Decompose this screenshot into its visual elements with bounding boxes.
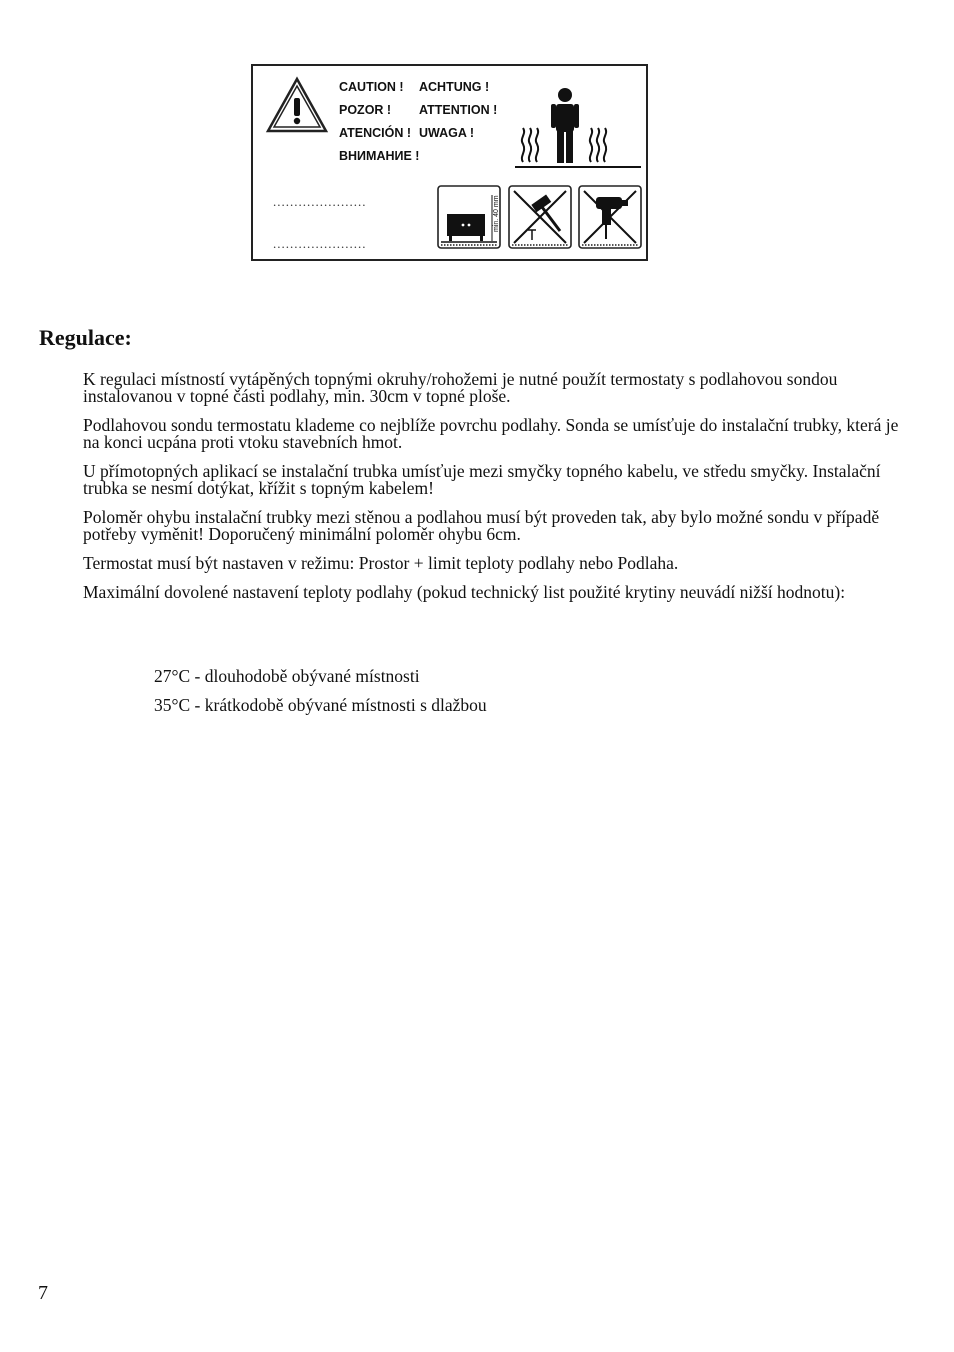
warn-attention: ATTENTION ! [419,103,498,117]
temperature-item: 27°C - dlouhodobě obývané místnosti [154,666,420,686]
svg-text:min. 40 mm: min. 40 mm [493,195,500,232]
paragraph: U přímotopných aplikací se instalační trubka umísťuje mezi smyčky topného kabelu, ve středu smyčky. Instalační trubka se nesmí dotýkat, křížit s topným kabelem! [83,461,881,498]
section-title: Regulace: [39,325,132,350]
paragraph: K regulaci místností vytápěných topnými okruhy/rohožemi je nutné použít termostaty s podlahovou sondou instalovanou v topné části podlahy, min. 30cm v topné ploše. [83,369,838,406]
caution-label [251,64,648,261]
paragraph: Podlahovou sondu termostatu klademe co nejblíže povrchu podlahy. Sonda se umísťuje do instalační trubky, která je na konci ucpána proti vtoku stavebních hmot. [83,415,899,452]
warn-uwaga: UWAGA ! [419,126,475,140]
no-nails-icon [508,185,572,249]
paragraph: Maximální dovolené nastavení teploty podlahy (pokud technický list použité krytiny neuvádí nižší hodnotu): [83,582,846,602]
warn-atencion: ATENCIÓN ! [339,126,411,140]
no-drilling-icon [578,185,642,249]
page-number: 7 [38,1282,48,1304]
temperature-list [154,662,487,720]
paragraph: Poloměr ohybu instalační trubky mezi stěnou a podlahou musí být proveden tak, aby bylo možné sondu v případě potřeby vyměnit! Doporučený minimální poloměr ohybu 6cm. [83,507,880,544]
warn-pozor: POZOR ! [339,103,392,117]
paragraphs [83,371,913,613]
warning-triangle-icon [265,76,329,134]
temperature-item: 35°C - krátkodobě obývané místnosti s dlažbou [154,695,487,715]
paragraph: Termostat musí být nastaven v režimu: Prostor + limit teploty podlahy nebo Podlaha. [83,553,679,573]
min-distance-label [489,192,501,236]
warning-words [339,76,497,168]
person-heat-icon [515,86,643,170]
blank-line-1: ...................... [273,194,367,209]
warn-achtung: ACHTUNG ! [419,80,490,94]
warn-vnimanie: ВНИМАНИЕ ! [339,149,420,163]
blank-line-2: ...................... [273,236,367,251]
warn-caution: CAUTION ! [339,80,404,94]
